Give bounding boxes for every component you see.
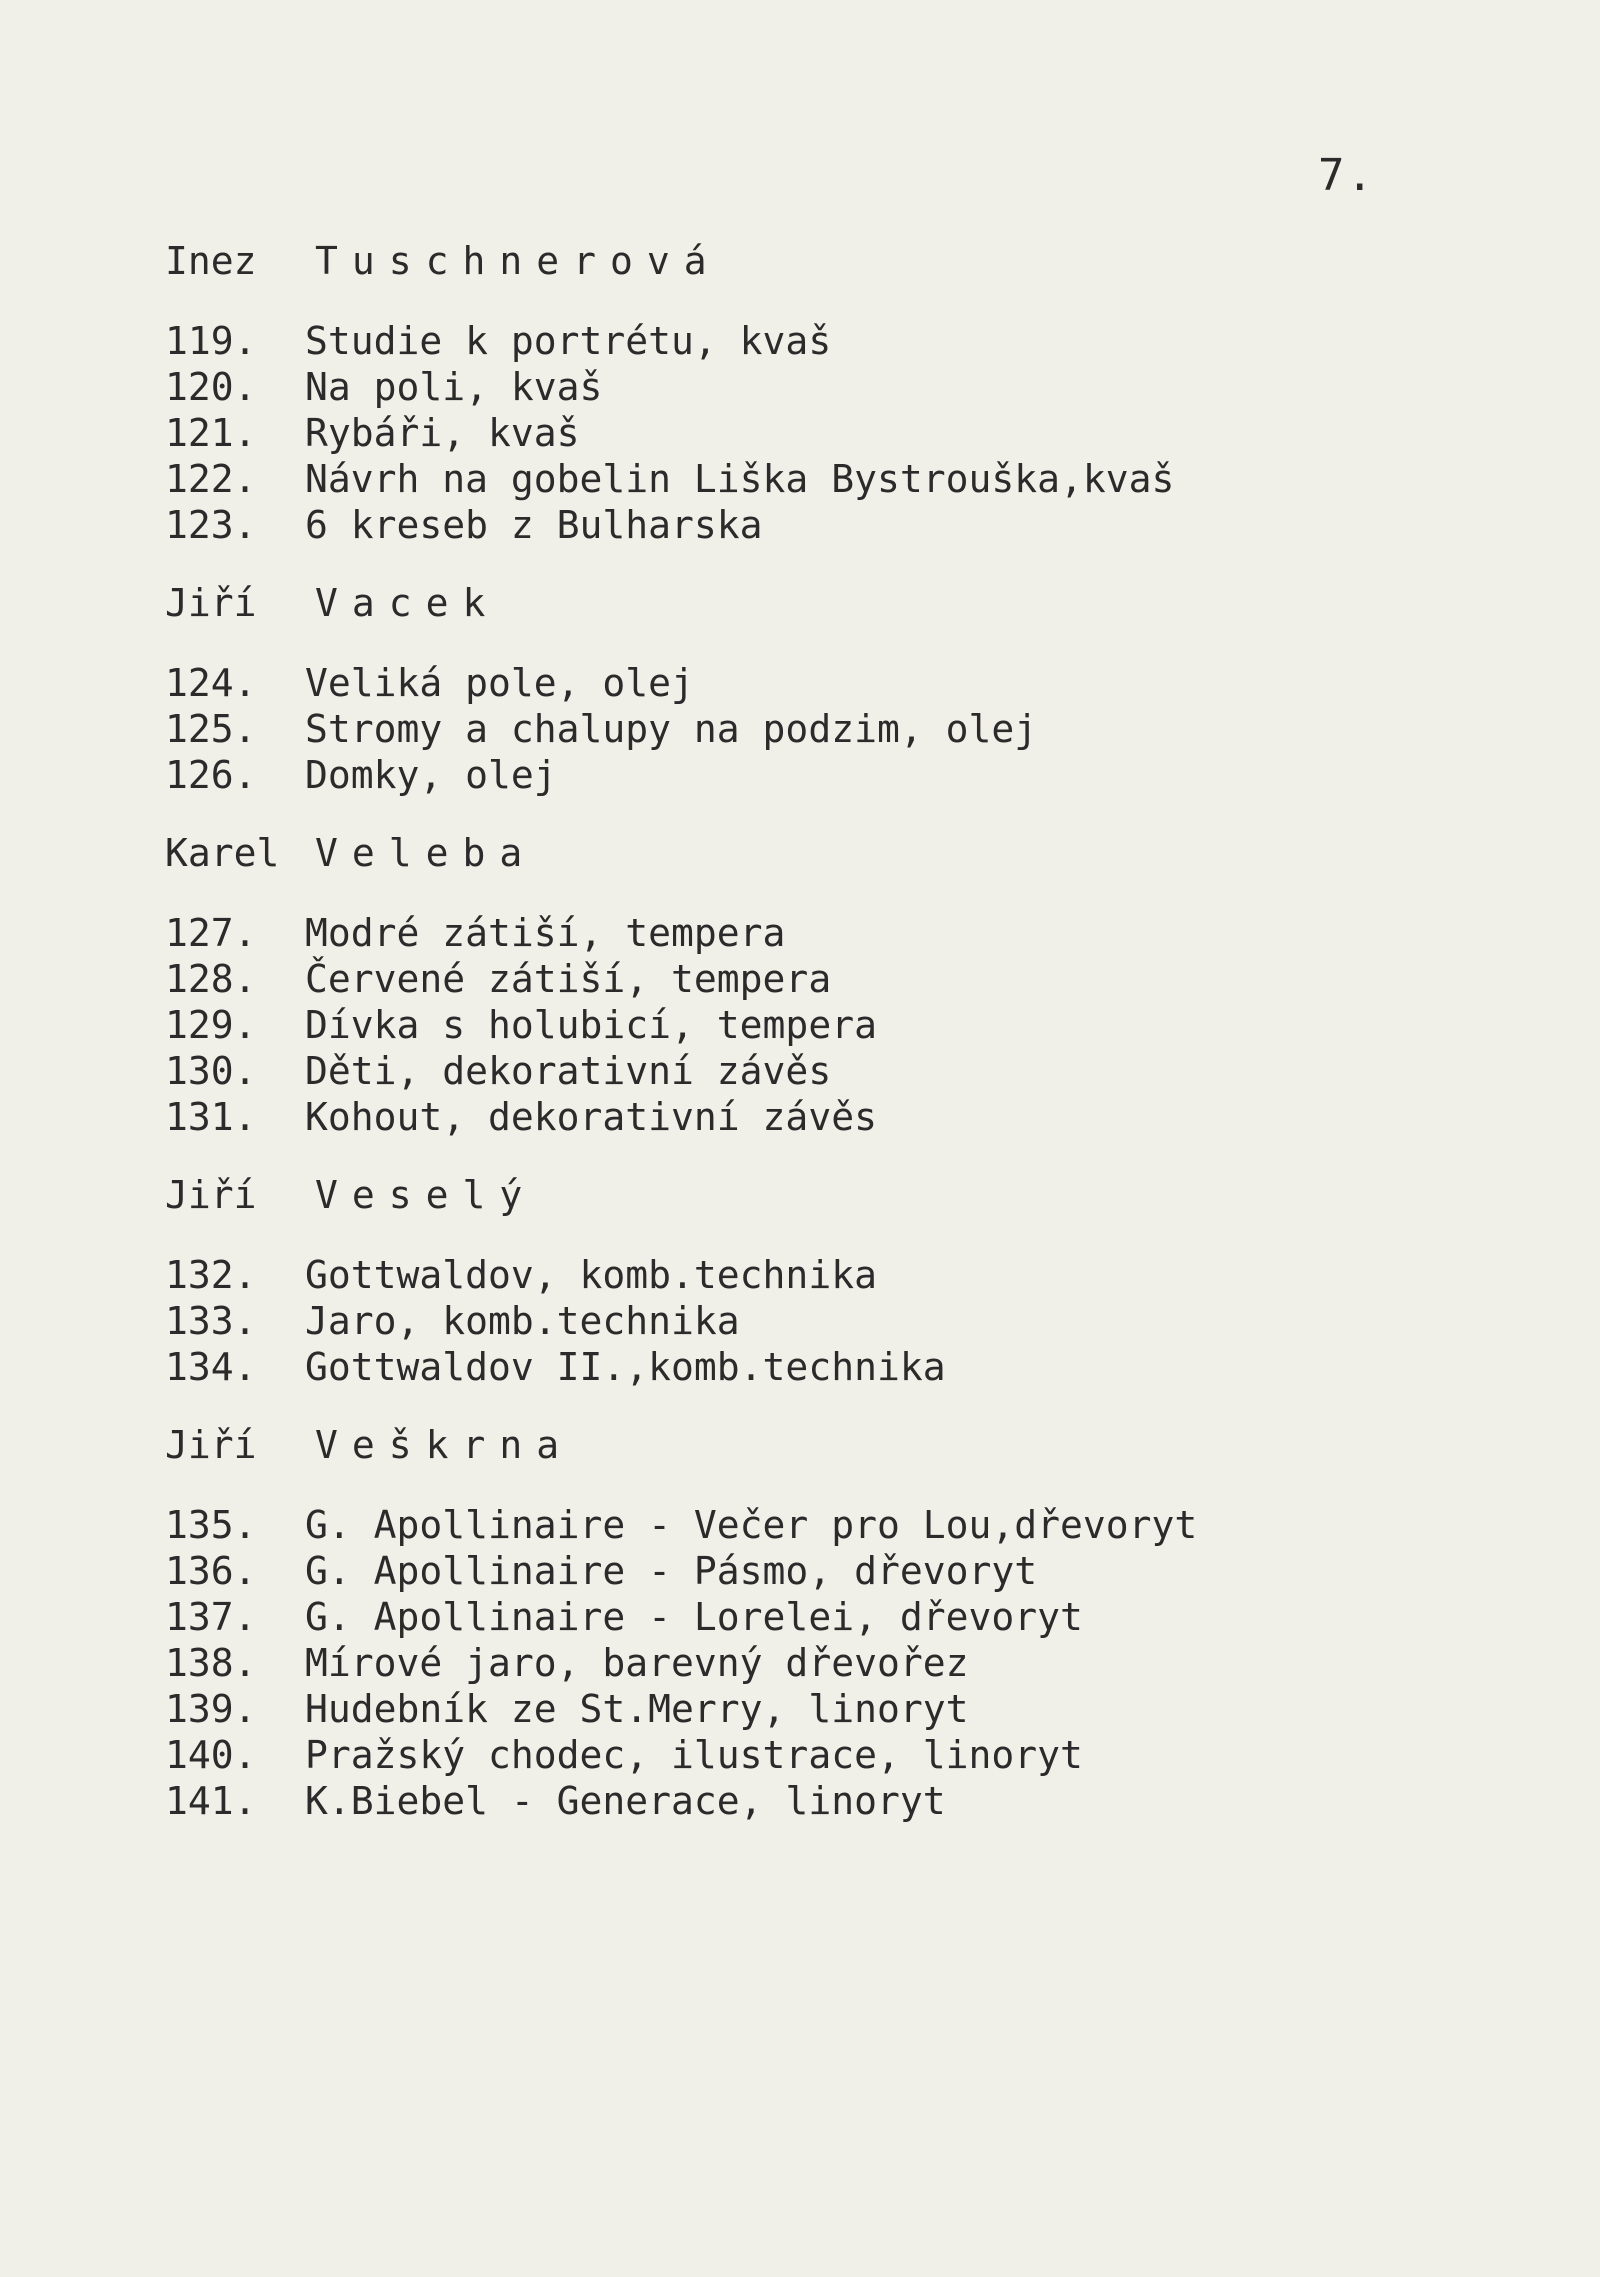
work-number: 133. bbox=[165, 1299, 257, 1343]
artist-first-name: Jiří bbox=[165, 1173, 257, 1217]
work-number: 127. bbox=[165, 911, 257, 955]
work-title: Domky, olej bbox=[305, 753, 557, 797]
artist-first-name: Inez bbox=[165, 239, 257, 283]
artist-heading bbox=[165, 580, 1465, 626]
work-item bbox=[165, 1732, 1465, 1778]
work-title: Červené zátiší, tempera bbox=[305, 957, 832, 1001]
work-title: Modré zátiší, tempera bbox=[305, 911, 786, 955]
work-item bbox=[165, 1298, 1465, 1344]
work-number: 123. bbox=[165, 503, 257, 547]
work-title: G. Apollinaire - Večer pro Lou,dřevoryt bbox=[305, 1503, 1198, 1547]
artist-surname: Veškrna bbox=[315, 1423, 574, 1467]
work-number: 121. bbox=[165, 411, 257, 455]
artist-heading bbox=[165, 1422, 1465, 1468]
work-title: Mírové jaro, barevný dřevořez bbox=[305, 1641, 969, 1685]
artist-surname: Veleba bbox=[315, 831, 537, 875]
work-number: 119. bbox=[165, 319, 257, 363]
work-item bbox=[165, 1640, 1465, 1686]
work-title: G. Apollinaire - Lorelei, dřevoryt bbox=[305, 1595, 1083, 1639]
work-item bbox=[165, 502, 1465, 548]
work-number: 134. bbox=[165, 1345, 257, 1389]
work-item bbox=[165, 1594, 1465, 1640]
work-item bbox=[165, 1252, 1465, 1298]
artist-surname: Vacek bbox=[315, 581, 500, 625]
work-item bbox=[165, 1686, 1465, 1732]
work-title: Dívka s holubicí, tempera bbox=[305, 1003, 877, 1047]
work-title: Děti, dekorativní závěs bbox=[305, 1049, 832, 1093]
work-title: Veliká pole, olej bbox=[305, 661, 694, 705]
work-number: 126. bbox=[165, 753, 257, 797]
work-item bbox=[165, 318, 1465, 364]
work-title: Kohout, dekorativní závěs bbox=[305, 1095, 877, 1139]
work-item bbox=[165, 706, 1465, 752]
artist-first-name: Jiří bbox=[165, 1423, 257, 1467]
works-list bbox=[165, 1502, 1465, 1824]
work-title: 6 kreseb z Bulharska bbox=[305, 503, 763, 547]
work-item bbox=[165, 1094, 1465, 1140]
work-number: 141. bbox=[165, 1779, 257, 1823]
work-number: 136. bbox=[165, 1549, 257, 1593]
page-number: 7. bbox=[1318, 150, 1375, 201]
work-title: Pražský chodec, ilustrace, linoryt bbox=[305, 1733, 1083, 1777]
works-list bbox=[165, 910, 1465, 1140]
artist-heading bbox=[165, 238, 1465, 284]
work-item bbox=[165, 1778, 1465, 1824]
work-number: 138. bbox=[165, 1641, 257, 1685]
work-title: Jaro, komb.technika bbox=[305, 1299, 740, 1343]
work-number: 125. bbox=[165, 707, 257, 751]
work-number: 130. bbox=[165, 1049, 257, 1093]
work-number: 124. bbox=[165, 661, 257, 705]
work-item bbox=[165, 660, 1465, 706]
work-item bbox=[165, 1344, 1465, 1390]
artist-first-name: Jiří bbox=[165, 581, 257, 625]
work-item bbox=[165, 910, 1465, 956]
works-list bbox=[165, 1252, 1465, 1390]
work-item bbox=[165, 1548, 1465, 1594]
artist-section bbox=[165, 1172, 1465, 1390]
work-item bbox=[165, 1502, 1465, 1548]
work-number: 122. bbox=[165, 457, 257, 501]
artist-section bbox=[165, 238, 1465, 548]
work-item bbox=[165, 364, 1465, 410]
artist-heading bbox=[165, 1172, 1465, 1218]
work-number: 131. bbox=[165, 1095, 257, 1139]
work-number: 135. bbox=[165, 1503, 257, 1547]
work-title: Hudebník ze St.Merry, linoryt bbox=[305, 1687, 969, 1731]
work-title: Návrh na gobelin Liška Bystrouška,kvaš bbox=[305, 457, 1175, 501]
work-title: G. Apollinaire - Pásmo, dřevoryt bbox=[305, 1549, 1038, 1593]
artist-surname: Tuschnerová bbox=[315, 239, 721, 283]
work-title: Gottwaldov, komb.technika bbox=[305, 1253, 877, 1297]
work-item bbox=[165, 956, 1465, 1002]
work-title: Gottwaldov II.,komb.technika bbox=[305, 1345, 946, 1389]
work-number: 120. bbox=[165, 365, 257, 409]
works-list bbox=[165, 660, 1465, 798]
artist-heading bbox=[165, 830, 1465, 876]
artist-surname: Veselý bbox=[315, 1173, 537, 1217]
work-item bbox=[165, 456, 1465, 502]
work-number: 132. bbox=[165, 1253, 257, 1297]
work-item bbox=[165, 1048, 1465, 1094]
work-item bbox=[165, 1002, 1465, 1048]
work-number: 129. bbox=[165, 1003, 257, 1047]
work-title: Rybáři, kvaš bbox=[305, 411, 580, 455]
work-number: 137. bbox=[165, 1595, 257, 1639]
work-title: K.Biebel - Generace, linoryt bbox=[305, 1779, 946, 1823]
artist-section bbox=[165, 1422, 1465, 1824]
work-title: Na poli, kvaš bbox=[305, 365, 603, 409]
work-title: Stromy a chalupy na podzim, olej bbox=[305, 707, 1038, 751]
work-item bbox=[165, 410, 1465, 456]
work-number: 140. bbox=[165, 1733, 257, 1777]
artist-section bbox=[165, 580, 1465, 798]
artist-section bbox=[165, 830, 1465, 1140]
work-number: 128. bbox=[165, 957, 257, 1001]
work-number: 139. bbox=[165, 1687, 257, 1731]
catalogue-list bbox=[165, 238, 1465, 1824]
work-title: Studie k portrétu, kvaš bbox=[305, 319, 832, 363]
work-item bbox=[165, 752, 1465, 798]
works-list bbox=[165, 318, 1465, 548]
artist-first-name: Karel bbox=[165, 831, 280, 875]
